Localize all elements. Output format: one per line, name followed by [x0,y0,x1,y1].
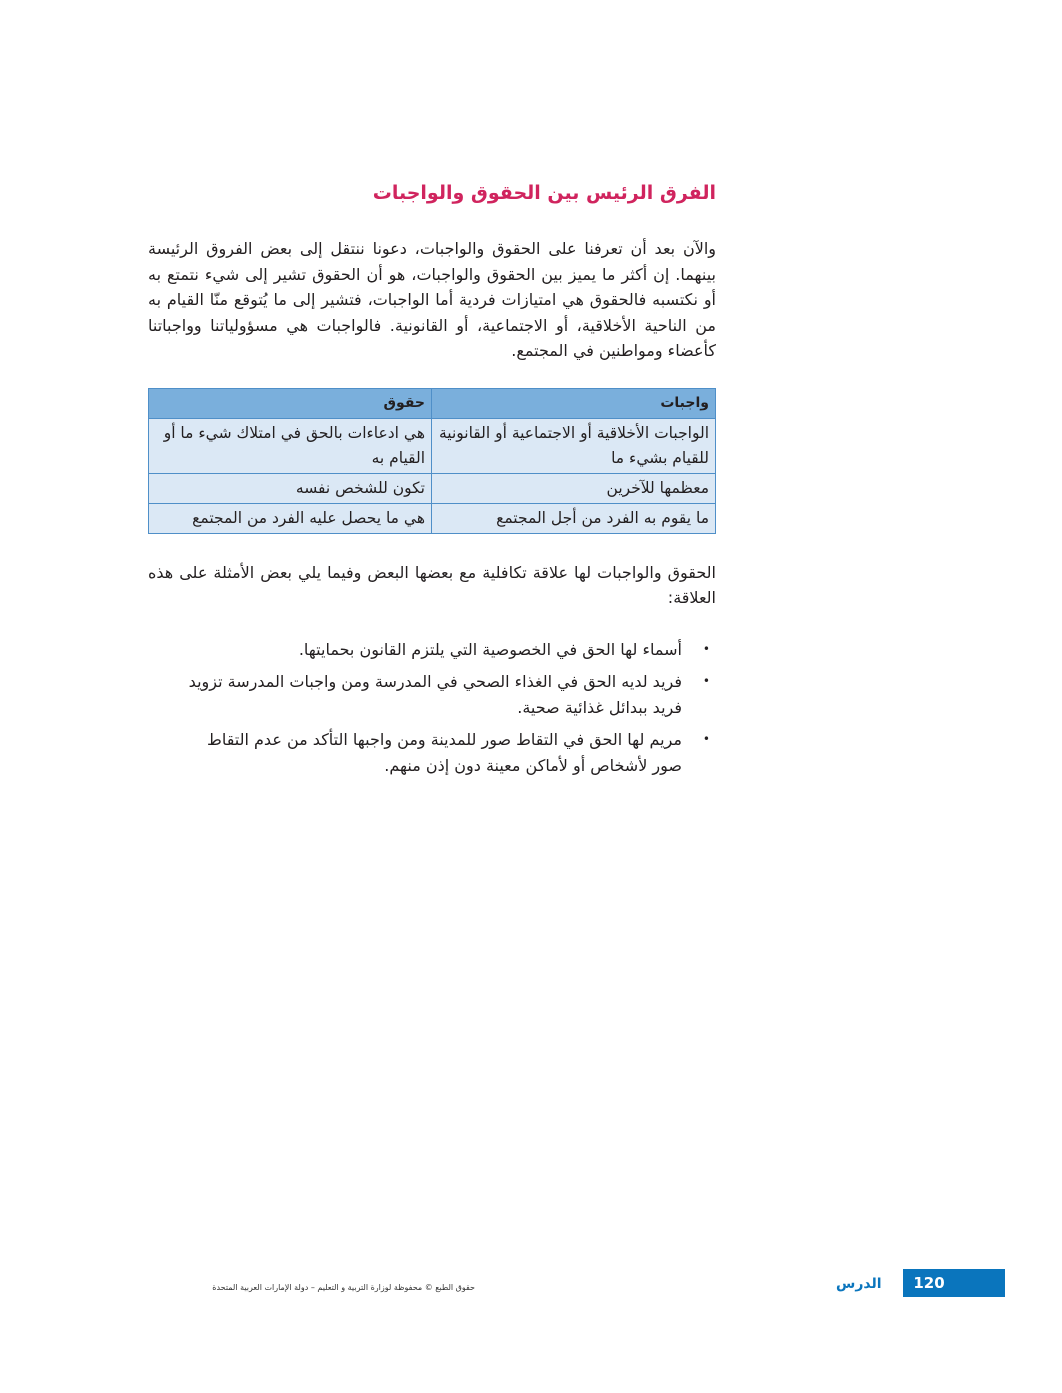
intro-paragraph: والآن بعد أن تعرفنا على الحقوق والواجبات، دعونا ننتقل إلى بعض الفروق الرئيسة بينهما. إن أكثر ما يميز بين الحقوق والواجبات، هو أن الحقوق تشير إلى شيء نتمتع به أو نكتسبه فالحقوق هي امتيازات فردية أما الواجبات، فتشير إلى ما يُتوقع منّا القيام به من الناحية الأخلاقية، أو الاجتماعية، أو القانونية. فالواجبات هي مسؤولياتنا وواجباتنا كأعضاء ومواطنين في المجتمع. [148,239,716,360]
cell-rights: هي ما يحصل عليه الفرد من المجتمع [149,503,432,533]
header-rights: حقوق [149,388,432,418]
header-duties: واجبات [432,388,716,418]
example-text: مريم لها الحق في التقاط صور للمدينة ومن واجبها التأكد من عدم التقاط صور لأشخاص أو لأماكن معينة دون إذن منهم. [207,730,682,775]
cell-duties: معظمها للآخرين [432,473,716,503]
example-text: أسماء لها الحق في الخصوصية التي يلتزم القانون بحمايتها. [298,639,682,659]
cell-rights: هي ادعاءات بالحق في امتلاك شيء ما أو القيام به [149,418,432,473]
examples-list [148,637,716,779]
table-row [149,503,716,533]
list-item [148,727,716,778]
page-content [148,176,716,785]
bullet-icon: • [702,674,710,688]
relation-paragraph: الحقوق والواجبات لها علاقة تكافلية مع بعضها البعض وفيما يلي بعض الأمثلة على هذه العلاقة: [148,562,716,607]
example-text: فريد لديه الحق في الغذاء الصحي في المدرسة ومن واجبات المدرسة تزويد فريد ببدائل غذائية صحية. [188,672,682,717]
section-heading: الفرق الرئيس بين الحقوق والواجبات [372,182,716,204]
table-row [149,418,716,473]
list-item [148,637,716,663]
bullet-icon: • [702,732,710,746]
copyright-notice: حقوق الطبع © محفوظة لوزارة التربية و التعليم – دولة الإمارات العربية المتحدة [212,1283,475,1292]
table-header-row [149,388,716,418]
table-row [149,473,716,503]
page-number-bar [903,1269,1005,1297]
list-item [148,669,716,720]
bullet-icon: • [702,641,710,656]
cell-rights: تكون للشخص نفسه [149,473,432,503]
page-number: 120 [913,1274,945,1292]
cell-duties: الواجبات الأخلاقية أو الاجتماعية أو القانونية للقيام بشيء ما [432,418,716,473]
cell-duties: ما يقوم به الفرد من أجل المجتمع [432,503,716,533]
rights-duties-table [148,388,716,534]
lesson-label: الدرس [836,1276,882,1292]
